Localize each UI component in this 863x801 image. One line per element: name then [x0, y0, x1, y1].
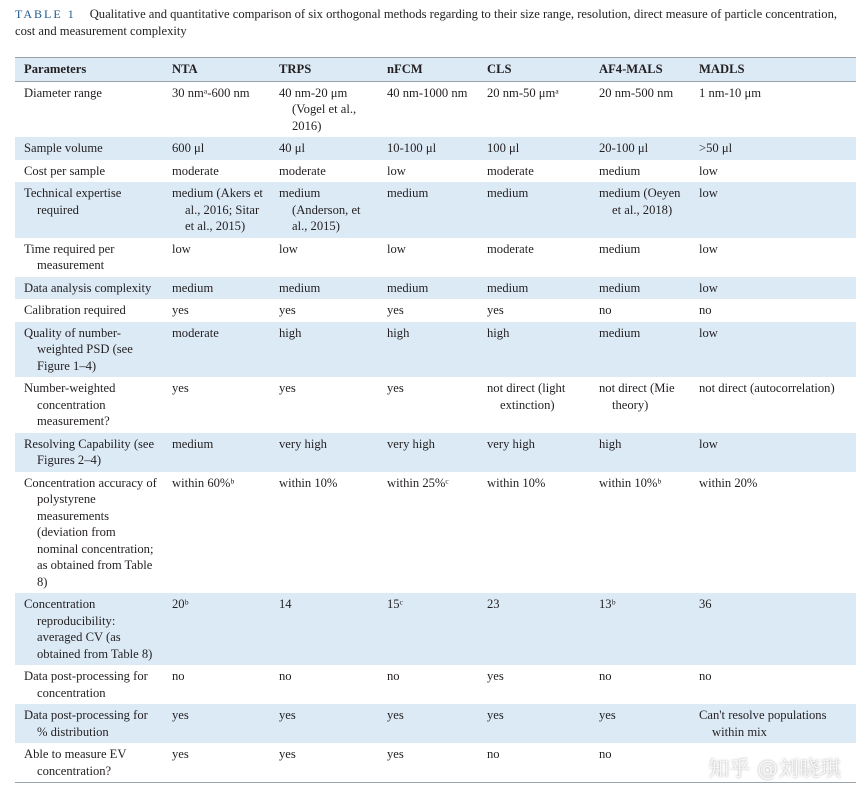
- value-text: moderate: [172, 325, 219, 340]
- parameter-label: Cost per sample: [24, 163, 106, 178]
- value-text: yes: [172, 747, 189, 761]
- value-cell: [478, 593, 590, 665]
- value-text: 36: [699, 597, 712, 611]
- table-row: [15, 299, 856, 322]
- value-cell: [690, 160, 856, 183]
- header-row: [15, 58, 856, 82]
- parameter-cell: [15, 433, 163, 472]
- value-cell: [270, 238, 378, 277]
- value-text: yes: [487, 303, 504, 317]
- value-cell: [690, 472, 856, 594]
- value-text: high: [487, 325, 510, 340]
- value-text: 20 nm-50 μmᵃ: [487, 85, 559, 100]
- value-text: medium: [599, 163, 641, 178]
- value-cell: [590, 665, 690, 704]
- value-cell: [378, 704, 478, 743]
- value-text: no: [487, 747, 500, 761]
- value-cell: [690, 238, 856, 277]
- value-text: within 10%: [279, 475, 338, 490]
- parameter-label: Concentration accuracy of polystyrene measurements (deviation from nominal concentration; as obtained from Table 8): [24, 475, 157, 589]
- value-text: 23: [487, 597, 500, 611]
- value-cell: [270, 81, 378, 137]
- value-text: yes: [279, 381, 296, 395]
- parameter-label: Number-weighted concentration measurement?: [24, 381, 116, 428]
- value-cell: [270, 472, 378, 594]
- value-text: yes: [172, 708, 189, 722]
- value-cell: [163, 743, 270, 783]
- parameter-label: Calibration required: [24, 303, 126, 317]
- value-text: yes: [279, 303, 296, 317]
- parameter-label: Time required per measurement: [24, 241, 115, 272]
- value-text: yes: [279, 747, 296, 761]
- value-cell: [270, 322, 378, 378]
- value-text: not direct (autocorrelation): [699, 381, 835, 395]
- value-cell: [163, 277, 270, 300]
- value-text: low: [172, 241, 191, 256]
- column-header: TRPS: [270, 58, 378, 82]
- value-cell: [590, 433, 690, 472]
- value-cell: [378, 81, 478, 137]
- value-text: no: [699, 669, 712, 683]
- value-text: 14: [279, 597, 292, 611]
- value-text: no: [172, 669, 185, 683]
- value-text: no: [599, 747, 612, 761]
- value-cell: [378, 377, 478, 433]
- value-cell: [690, 277, 856, 300]
- value-text: medium (Akers et al., 2016; Sitar et al., 2015): [172, 186, 263, 233]
- value-text: low: [699, 325, 718, 340]
- column-header: MADLS: [690, 58, 856, 82]
- value-cell: [478, 238, 590, 277]
- value-text: very high: [387, 436, 435, 451]
- value-text: medium: [172, 280, 214, 295]
- value-text: 100 μl: [487, 141, 520, 155]
- parameter-label: Able to measure EV concentration?: [24, 747, 127, 778]
- value-cell: [690, 182, 856, 238]
- value-cell: [590, 277, 690, 300]
- value-text: 40 nm-20 μm (Vogel et al., 2016): [279, 85, 357, 133]
- value-text: low: [699, 163, 718, 178]
- value-cell: [478, 322, 590, 378]
- table-row: [15, 665, 856, 704]
- parameter-label: Concentration reproducibility: averaged CV (as obtained from Table 8): [24, 597, 153, 661]
- value-text: high: [387, 325, 410, 340]
- parameter-cell: [15, 238, 163, 277]
- value-text: low: [279, 241, 298, 256]
- value-text: medium: [599, 280, 641, 295]
- value-cell: [478, 81, 590, 137]
- value-cell: [378, 299, 478, 322]
- value-text: no: [387, 669, 400, 683]
- value-cell: [690, 299, 856, 322]
- parameter-label: Technical expertise required: [24, 186, 122, 217]
- value-cell: [163, 160, 270, 183]
- value-text: no: [279, 669, 292, 683]
- parameter-cell: [15, 704, 163, 743]
- value-cell: [163, 472, 270, 594]
- value-text: yes: [172, 381, 189, 395]
- value-cell: [590, 377, 690, 433]
- value-cell: [478, 433, 590, 472]
- value-text: medium: [599, 241, 641, 256]
- value-text: yes: [172, 303, 189, 317]
- value-cell: [478, 299, 590, 322]
- watermark: 知乎 @刘晓琪: [708, 757, 841, 781]
- value-text: 40 μl: [279, 141, 305, 155]
- value-text: yes: [387, 708, 404, 722]
- value-cell: [163, 322, 270, 378]
- value-cell: [690, 81, 856, 137]
- value-cell: [163, 377, 270, 433]
- value-text: medium (Oeyen et al., 2018): [599, 186, 681, 217]
- value-text: moderate: [172, 163, 219, 178]
- value-cell: [590, 81, 690, 137]
- value-cell: [270, 704, 378, 743]
- value-cell: [590, 238, 690, 277]
- value-text: not direct (Mie theory): [599, 381, 675, 412]
- value-cell: [270, 299, 378, 322]
- table-row: [15, 160, 856, 183]
- value-cell: [478, 704, 590, 743]
- parameter-cell: [15, 322, 163, 378]
- value-cell: [163, 593, 270, 665]
- value-cell: [690, 593, 856, 665]
- value-text: no: [599, 669, 612, 683]
- value-cell: [378, 743, 478, 783]
- value-text: yes: [599, 708, 616, 722]
- parameter-cell: [15, 137, 163, 160]
- value-text: no: [699, 303, 712, 317]
- value-cell: [378, 160, 478, 183]
- value-text: very high: [487, 436, 535, 451]
- parameter-cell: [15, 665, 163, 704]
- value-cell: [690, 322, 856, 378]
- value-cell: [478, 137, 590, 160]
- value-text: 15ᶜ: [387, 597, 403, 611]
- value-text: medium: [279, 280, 321, 295]
- value-text: medium: [387, 280, 429, 295]
- parameter-cell: [15, 377, 163, 433]
- value-cell: [590, 472, 690, 594]
- value-cell: [478, 182, 590, 238]
- parameter-cell: [15, 277, 163, 300]
- value-cell: [163, 238, 270, 277]
- value-cell: [270, 377, 378, 433]
- table-row: [15, 472, 856, 594]
- value-cell: [378, 472, 478, 594]
- table-row: [15, 433, 856, 472]
- value-text: 20ᵇ: [172, 597, 189, 611]
- value-cell: [590, 704, 690, 743]
- value-text: 20 nm-500 nm: [599, 85, 674, 100]
- value-cell: [378, 277, 478, 300]
- value-cell: [163, 81, 270, 137]
- parameter-label: Data post-processing for % distribution: [24, 708, 148, 739]
- table-label: TABLE 1: [15, 7, 76, 21]
- table-caption: [15, 6, 845, 40]
- value-text: within 20%: [699, 475, 758, 490]
- parameter-label: Data analysis complexity: [24, 280, 152, 295]
- table-row: [15, 81, 856, 137]
- column-header: NTA: [163, 58, 270, 82]
- value-cell: [378, 238, 478, 277]
- value-cell: [378, 322, 478, 378]
- value-text: high: [599, 436, 622, 451]
- value-cell: [270, 137, 378, 160]
- value-text: not direct (light extinction): [487, 381, 566, 412]
- value-cell: [270, 433, 378, 472]
- value-cell: [590, 743, 690, 783]
- value-cell: [590, 593, 690, 665]
- value-cell: [270, 160, 378, 183]
- value-text: 20-100 μl: [599, 141, 649, 155]
- table-row: [15, 377, 856, 433]
- value-text: >50 μl: [699, 141, 733, 155]
- value-cell: [270, 665, 378, 704]
- value-text: low: [387, 241, 406, 256]
- value-cell: [478, 160, 590, 183]
- value-text: moderate: [487, 241, 534, 256]
- column-header: nFCM: [378, 58, 478, 82]
- table-row: [15, 704, 856, 743]
- value-cell: [478, 743, 590, 783]
- value-text: low: [699, 186, 718, 200]
- value-cell: [270, 593, 378, 665]
- value-cell: [590, 182, 690, 238]
- value-text: no: [599, 303, 612, 317]
- table-row: [15, 593, 856, 665]
- value-text: within 10%ᵇ: [599, 475, 662, 490]
- value-text: within 60%ᵇ: [172, 475, 235, 490]
- parameter-cell: [15, 182, 163, 238]
- value-text: moderate: [279, 163, 326, 178]
- value-text: within 25%ᶜ: [387, 475, 449, 490]
- table-row: [15, 137, 856, 160]
- value-cell: [690, 377, 856, 433]
- value-cell: [163, 137, 270, 160]
- value-text: medium: [599, 325, 641, 340]
- value-cell: [163, 299, 270, 322]
- value-cell: [590, 160, 690, 183]
- table-row: [15, 277, 856, 300]
- value-text: low: [699, 436, 718, 451]
- value-text: 30 nmᵃ-600 nm: [172, 85, 250, 100]
- value-text: medium: [487, 186, 529, 200]
- value-text: yes: [487, 708, 504, 722]
- parameter-cell: [15, 472, 163, 594]
- value-text: 600 μl: [172, 141, 205, 155]
- value-text: 1 nm-10 μm: [699, 85, 762, 100]
- parameter-cell: [15, 81, 163, 137]
- value-cell: [163, 182, 270, 238]
- parameter-cell: [15, 743, 163, 783]
- value-text: 13ᵇ: [599, 597, 616, 611]
- parameter-label: Resolving Capability (see Figures 2–4): [24, 436, 155, 467]
- column-header: CLS: [478, 58, 590, 82]
- value-text: 40 nm-1000 nm: [387, 85, 468, 100]
- value-cell: [478, 665, 590, 704]
- column-header: AF4-MALS: [590, 58, 690, 82]
- value-text: low: [699, 241, 718, 256]
- value-text: yes: [487, 669, 504, 683]
- value-cell: [590, 299, 690, 322]
- value-text: medium: [172, 436, 214, 451]
- value-cell: [478, 377, 590, 433]
- value-cell: [378, 137, 478, 160]
- value-cell: [690, 704, 856, 743]
- value-text: yes: [387, 303, 404, 317]
- value-text: moderate: [487, 163, 534, 178]
- comparison-table: [15, 57, 856, 783]
- value-text: 10-100 μl: [387, 141, 437, 155]
- value-text: very high: [279, 436, 327, 451]
- value-cell: [590, 137, 690, 160]
- table-row: [15, 238, 856, 277]
- parameter-cell: [15, 593, 163, 665]
- parameter-label: Data post-processing for concentration: [24, 669, 148, 700]
- column-header: Parameters: [15, 58, 163, 82]
- value-text: low: [387, 163, 406, 178]
- value-text: medium: [487, 280, 529, 295]
- value-text: medium: [387, 186, 429, 200]
- value-cell: [163, 704, 270, 743]
- caption-text: Qualitative and quantitative comparison of six orthogonal methods regarding to their size range, resolution, direct measure of particle concentration, cost and measurement complexity: [15, 7, 838, 38]
- value-cell: [163, 665, 270, 704]
- value-cell: [270, 277, 378, 300]
- value-cell: [690, 665, 856, 704]
- parameter-cell: [15, 299, 163, 322]
- value-text: low: [699, 280, 718, 295]
- value-text: Can't resolve populations within mix: [699, 708, 827, 739]
- value-cell: [690, 433, 856, 472]
- value-cell: [690, 137, 856, 160]
- value-cell: [378, 593, 478, 665]
- parameter-label: Diameter range: [24, 85, 102, 100]
- value-text: yes: [387, 747, 404, 761]
- table-row: [15, 322, 856, 378]
- value-cell: [378, 182, 478, 238]
- parameter-cell: [15, 160, 163, 183]
- parameter-label: Quality of number-weighted PSD (see Figure 1–4): [24, 325, 133, 373]
- value-cell: [163, 433, 270, 472]
- value-cell: [270, 743, 378, 783]
- value-cell: [378, 433, 478, 472]
- table-row: [15, 182, 856, 238]
- value-text: within 10%: [487, 475, 546, 490]
- value-cell: [378, 665, 478, 704]
- value-text: yes: [279, 708, 296, 722]
- value-text: yes: [387, 381, 404, 395]
- value-cell: [478, 472, 590, 594]
- value-text: medium (Anderson, et al., 2015): [279, 186, 361, 233]
- value-cell: [590, 322, 690, 378]
- value-text: high: [279, 325, 302, 340]
- parameter-label: Sample volume: [24, 141, 103, 155]
- value-cell: [270, 182, 378, 238]
- value-cell: [478, 277, 590, 300]
